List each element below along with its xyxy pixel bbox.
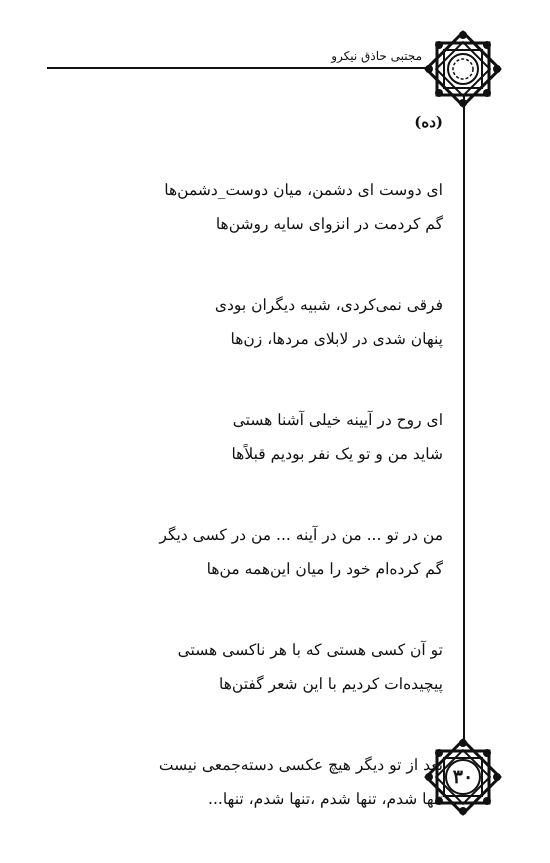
margin-rule [463, 95, 465, 742]
verse-line: ای دوست ای دشمن، میان دوست_دشمن‌ها [164, 181, 443, 199]
verse-line: پنهان شدی در لابلای مردها، زن‌ها [230, 330, 443, 348]
header-rule [47, 67, 432, 69]
arabesque-star-icon [424, 30, 502, 108]
verse-line: بعد از تو دیگر هیچ عکسی دسته‌جمعی نیست [158, 756, 443, 774]
page-number: ۳۰ [452, 766, 474, 788]
verse-line: فرقی نمی‌کردی، شبیه دیگران بودی [214, 296, 443, 314]
stanza [103, 403, 443, 471]
stanza [103, 518, 443, 586]
verse-line: تو آن کسی هستی که با هر ناکسی هستی [177, 641, 443, 659]
stanza [103, 173, 443, 241]
verse-line: شاید من و تو یک نفر بودیم قبلاً‌ها [231, 445, 443, 463]
poem-body [103, 173, 443, 863]
verse-line: ای روح در آیینه خیلی آشنا هستی [232, 411, 443, 429]
poem-title: (ده) [414, 113, 443, 131]
stanza [103, 748, 443, 816]
verse-line: گم کردمت در انزوای سایه روشن‌ها [215, 215, 443, 233]
verse-line: تنها شدم، تنها شدم ،تنها شدم، تنها... [208, 790, 443, 808]
verse-line: من در تو ... من در آینه ... من در کسی دیگر [159, 526, 443, 544]
author-name: مجتبی حاذق نیکرو [331, 49, 422, 63]
stanza [103, 288, 443, 356]
stanza [103, 633, 443, 701]
verse-line: پیچیده‌ات کردیم با این شعر گفتن‌ها [219, 675, 443, 693]
verse-line: گم کرده‌ام خود را میان این‌همه من‌ها [206, 560, 443, 578]
